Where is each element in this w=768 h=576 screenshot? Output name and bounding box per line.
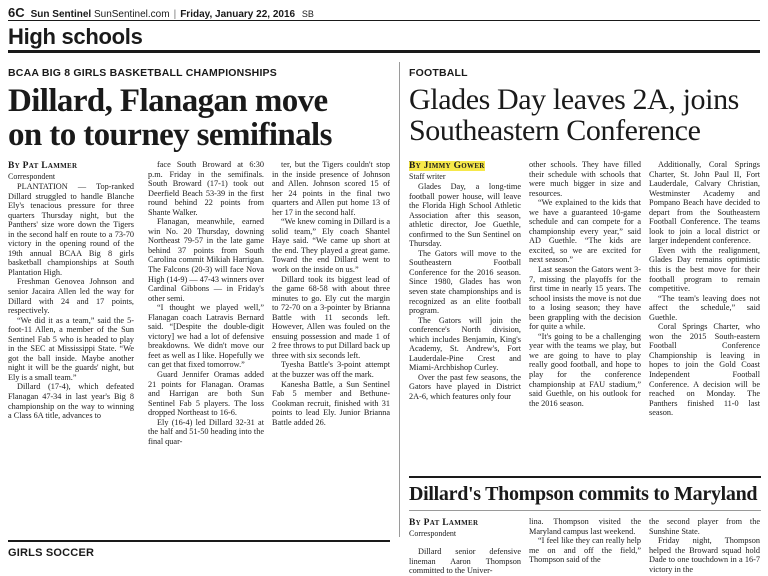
bottom-col3-para: Friday night, Thompson helped the Broward squad hold Dade to one touchdown in a 16-7 victory in the — [649, 536, 760, 574]
right-col2-para: Last season the Gators went 3-7, missing the playoffs for the first time in nearly 15 years. The school insists the move is not due to a losing season; they have been grappling with the decision for quite a while. — [529, 265, 641, 332]
bottom-col2-para: “I feel like they can really help me on and off the field,” Thompson said of the — [529, 536, 641, 565]
left-headline-line-2: on to tourney semifinals — [8, 116, 332, 153]
left-byline-name: By Pat Lammer — [8, 161, 78, 171]
bottom-byline — [409, 517, 478, 538]
right-col1-para: The Gators will move to the Southeastern Football Conference for the 2016 season. Since 1980, Glades has won seven state championships and is recognized as an elite football program. — [409, 248, 521, 316]
left-col2-para: Ely (16-4) led Dillard 32-31 at the half and 51-50 heading into the final quar- — [148, 417, 264, 446]
page-number: 6C — [8, 5, 25, 20]
left-col2-para: Guard Jennifer Oramas added 21 points for Flanagan. Oramas and Harrigan are both Sun Sentinel Fab 5 players. The loss dropped Northeast to 16-6. — [148, 370, 264, 418]
right-col2-para: “We explained to the kids that we have a guaranteed 10-game schedule and can compete for a championship every year,” said AD Guethle. “The kids are excited, so we are excited for next season.” — [529, 198, 641, 265]
girls-soccer-label: GIRLS SOCCER — [8, 547, 95, 559]
bottom-column-1 — [409, 547, 521, 576]
left-kicker: BCAA BIG 8 GIRLS BASKETBALL CHAMPIONSHIPS — [8, 67, 277, 79]
bottom-headline: Dillard's Thompson commits to Maryland — [409, 483, 758, 505]
left-col1-para: Freshman Genovea Johnson and senior Jacaira Allen led the way for Dillard with 24 and 17 points, respectively. — [8, 277, 134, 316]
right-byline — [409, 160, 485, 181]
bottom-story-rule — [409, 476, 761, 478]
right-headline-line-2: Southeastern Conference — [409, 113, 701, 147]
bottom-byline-role: Correspondent — [409, 529, 457, 538]
right-column-2 — [529, 160, 641, 470]
issue-date: Friday, January 22, 2016 — [180, 9, 296, 20]
left-col3-para: Kanesha Battle, a Sun Sentinel Fab 5 member and Bethune-Cookman recruit, finished with 31 points to lead Ely. Junior Brianna Battle added 26. — [272, 379, 390, 427]
bottom-col1-para: Dillard senior defensive lineman Aaron Thompson committed to the Univer- — [409, 547, 521, 576]
right-headline-line-1: Glades Day leaves 2A, joins — [409, 83, 739, 116]
right-col3-para: Coral Springs Charter, who won the 2015 South-eastern Football Conference Championship is leaving in hopes to join the Gold Coast Independent Football Conference. A decision will be reached on Monday. The Panthers finished 11-0 last season. — [649, 322, 760, 418]
paper-site: SunSentinel.com — [93, 9, 170, 20]
right-col1-para: Over the past few seasons, the Gators have played in District 2A-6, which features only four — [409, 372, 521, 402]
folio — [8, 5, 314, 20]
left-col1-para: PLANTATION — Top-ranked Dillard struggled to handle Blanche Ely's tenacious pressure for three quarters Thursday night, but the Panthers' size wore down the Tigers in the second half en route to a 73-70 victory in the opening round of the 19th annual BCAA Big 8 girls basketball championships at South Plantation High. — [8, 182, 134, 277]
right-col3-para: Even with the realignment, Glades Day remains optimistic this is the best move for their football program to remain competitive. — [649, 245, 760, 294]
left-col3-para: ter, but the Tigers couldn't stop in the inside presence of Johnson and Allen. Johnson scored 15 of her 24 points in the final two quarters and Allen put home 13 of her 17 in the second half. — [272, 160, 390, 217]
bottom-headline-rule — [409, 510, 761, 511]
left-byline-role: Correspondent — [8, 172, 56, 181]
edition-code: SB — [301, 9, 314, 19]
right-headline — [409, 85, 761, 146]
section-rule — [8, 50, 760, 53]
bottom-column-3 — [649, 517, 760, 576]
left-col3-para: “We knew coming in Dillard is a solid team,” Ely coach Shantel Haye said. “We came up short at the end. They played a great game. Toward the end Dillard went to work on the inside on us.” — [272, 217, 390, 275]
bottom-column-2 — [529, 517, 641, 576]
left-column-1 — [8, 182, 134, 522]
left-column-3 — [272, 160, 390, 522]
right-col2-para: other schools. They have filled their schedule with schools that were much bigger in size and resources. — [529, 160, 641, 198]
right-column-3 — [649, 160, 760, 470]
folio-rule — [8, 20, 760, 21]
right-col1-para: Glades Day, a long-time football power house, will leave the Florida High School Athletic Association after this season, athletic director, Joe Guethle, confirmed to the Sun Sentinel on Thursday. — [409, 182, 521, 249]
bottom-byline-name: By Pat Lammer — [409, 518, 479, 528]
section-title: High schools — [8, 24, 143, 49]
left-headline-line-1: Dillard, Flanagan move — [8, 83, 328, 119]
left-byline — [8, 160, 77, 181]
left-headline — [8, 85, 400, 152]
left-col3-para: Tyesha Battle's 3-point attempt at the buzzer was off the mark. — [272, 360, 390, 380]
left-col3-para: Dillard took its biggest lead of the game 68-58 with about three minutes to go. Ely cut the margin to 72-70 on a 3-pointer by Brianna Battle with 11 seconds left. However, Allen was fouled on the ensuing possession and made 1 of 2 free throws to put Dillard back up three with six seconds left. — [272, 274, 390, 360]
right-col3-para: Additionally, Coral Springs Charter, St. John Paul II, Fort Lauderdale, Calvary Christian, Westminster Academy and Pompano Beach have decided to depart from the Southeastern Football Conference. The teams look to join a local district or larger independent conference. — [649, 160, 760, 246]
left-col2-para: Flanagan, meanwhile, earned win No. 20 Thursday, downing Northeast 79-57 in the late game behind 37 points from South Carolina commit Mikiah Harrigan. The Falcons (20-3) will face Nova High (14-9) — 47-43 winners over Cardinal Gibbons — in Friday's other semi. — [148, 217, 264, 303]
folio-separator: | — [173, 9, 177, 20]
right-kicker: FOOTBALL — [409, 67, 468, 79]
left-col2-para: face South Broward at 6:30 p.m. Friday in the semifinals. South Broward (17-1) took out Deerfield Beach 53-39 in the first round behind 22 points from Shante Walker. — [148, 160, 264, 217]
bottom-col2-para: lina. Thompson visited the Maryland campus last weekend. — [529, 517, 641, 536]
left-col1-para: Dillard (17-4), which defeated Flanagan 47-34 in last year's Big 8 championship on the way to winning a Class 6A title, advances to — [8, 382, 134, 421]
left-col2-para: “I thought we played well,” Flanagan coach Latravis Bernard said. “[Despite the double-digit victory] we had a lot of defensive breakdowns. We didn't move our feet as well as I like. Hopefully we can get that fixed tomorrow.” — [148, 303, 264, 370]
bottom-col3-para: the second player from the Sunshine State. — [649, 517, 760, 536]
paper-name: Sun Sentinel — [30, 9, 92, 20]
left-column-2 — [148, 160, 264, 522]
soccer-rule — [8, 540, 390, 542]
right-col1-para: The Gators will join the conference's North division, which includes Benjamin, King's Academy, St. Andrew's, Fort Lauderdale-Pine Crest and Miami-Archbishop Curley. — [409, 315, 521, 373]
right-column-1 — [409, 182, 521, 470]
right-byline-name: By Jimmy Gower — [409, 161, 485, 171]
right-byline-role: Staff writer — [409, 172, 446, 181]
right-col2-para: “It's going to be a challenging year with the teams we play, but we are going to have to play really good football, and hope to play for the conference championship at FAU stadium,” said Guethle, on his outlook for the 2016 season. — [529, 331, 641, 408]
right-col3-para: “The team's leaving does not affect the schedule,” said Guethle. — [649, 293, 760, 322]
left-col1-para: “We did it as a team,” said the 5-foot-11 Allen, a member of the Sun Sentinel Fab 5 who is headed to play in the SEC at Mississippi State. “We got the ball inside. Maybe another night it will be the guards' night, but Ely is a small team.” — [8, 315, 134, 382]
